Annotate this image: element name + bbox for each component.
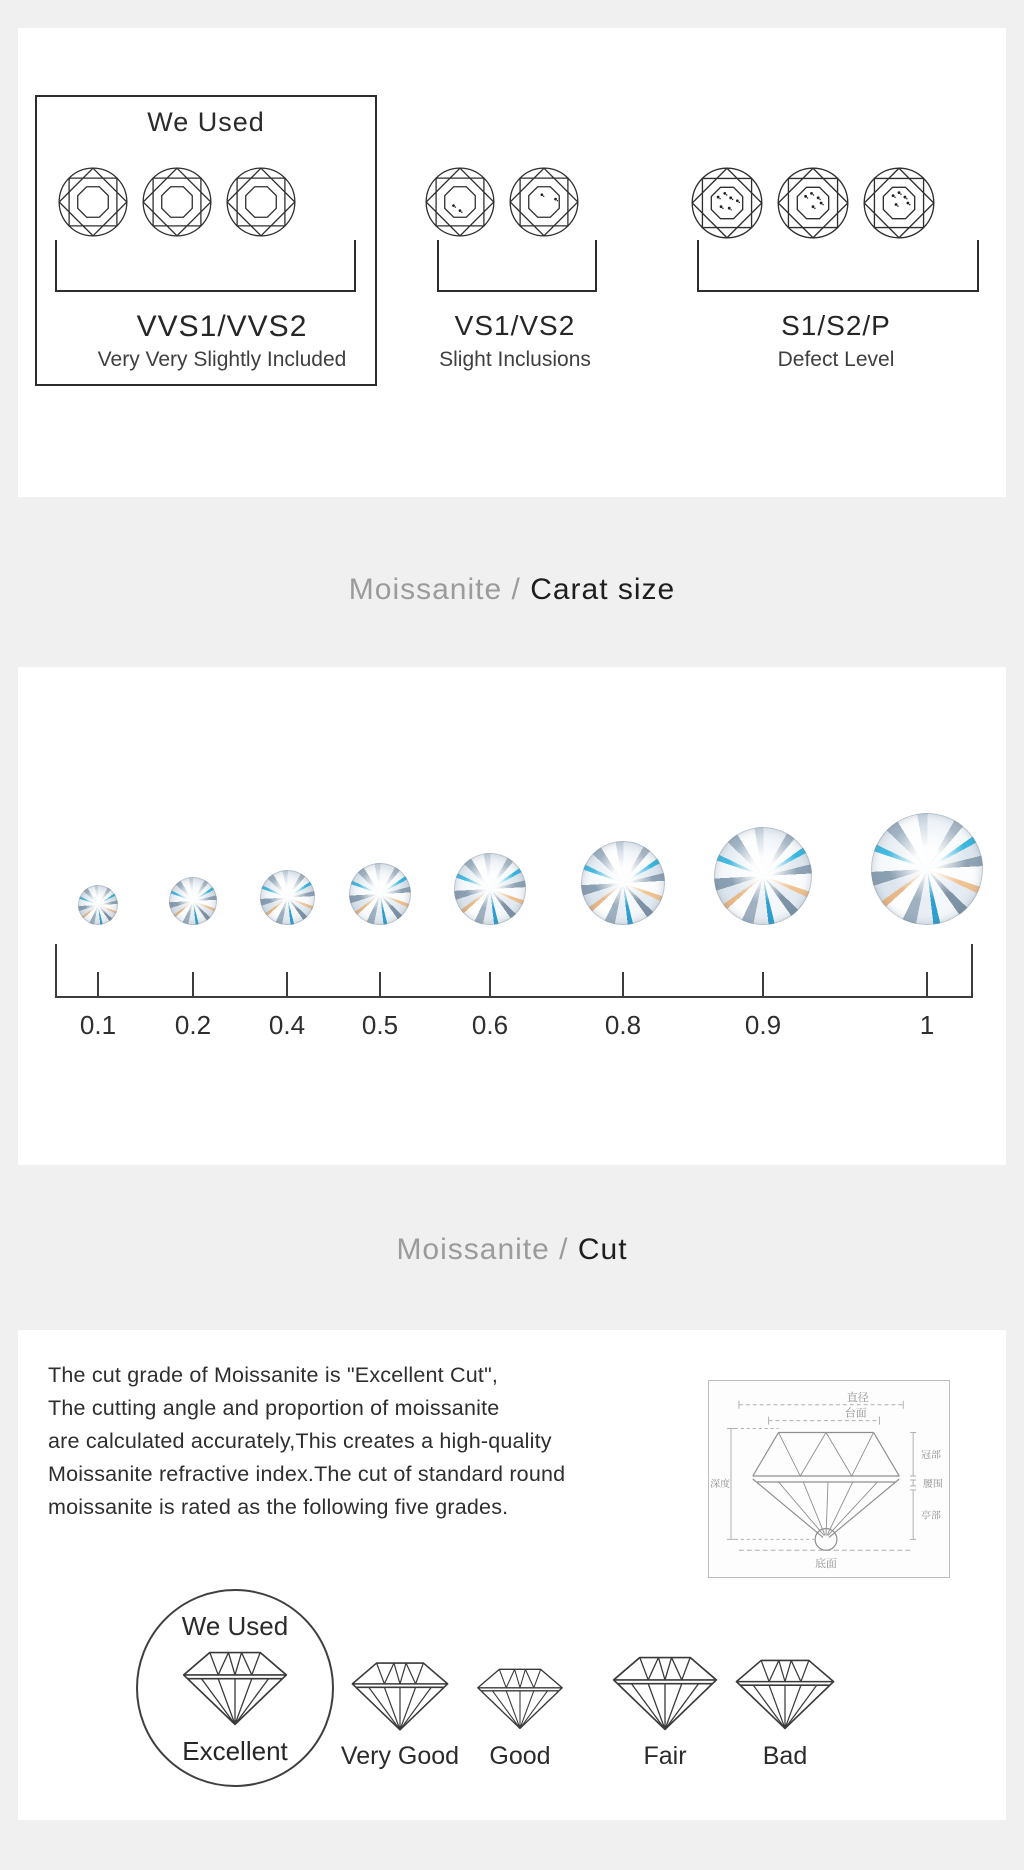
carat-value-label: 0.6: [471, 1010, 509, 1040]
heading-emphasis: Cut: [577, 1233, 628, 1266]
carat-gem-0.8: [581, 841, 665, 925]
ruler-tick: [286, 972, 288, 996]
clarity-desc-vs: Slight Inclusions: [439, 348, 591, 371]
cut-grade-label: Good: [489, 1742, 551, 1770]
cut-grade-label: Bad: [762, 1742, 808, 1770]
ruler-tick: [762, 972, 764, 996]
carat-value-label: 1: [919, 1010, 935, 1040]
diagram-label-diameter: 直径: [846, 1390, 869, 1404]
clarity-bracket-vvs: [55, 240, 356, 292]
carat-gem-0.2: [169, 877, 217, 925]
diamond-side-icon-very-good: [348, 1657, 452, 1735]
diagram-label-pavilion: 亭部: [921, 1510, 941, 1522]
ruler-tick: [622, 972, 624, 996]
inclusion-dots: [452, 204, 462, 213]
cut-paragraph-line: The cutting angle and proportion of moissanite: [48, 1396, 500, 1420]
inclusion-dots: [804, 192, 824, 209]
cut-grade-label: Excellent: [182, 1736, 288, 1766]
carat-size-panel: [18, 667, 1006, 1165]
inclusion-dots: [540, 193, 558, 201]
heading-prefix: Moissanite /: [348, 573, 521, 606]
ruler-tick: [379, 972, 381, 996]
diamond-side-icon-fair: [609, 1651, 721, 1735]
clarity-bracket-vs: [437, 240, 597, 292]
carat-value-label: 0.9: [744, 1010, 782, 1040]
clarity-desc-s: Defect Level: [777, 348, 895, 371]
clarity-gem-row-vs: [424, 166, 592, 238]
carat-value-label: 0.5: [361, 1010, 399, 1040]
cut-paragraph-line: are calculated accurately,This creates a high-quality: [48, 1429, 552, 1453]
clarity-comparison-panel: [18, 28, 1006, 497]
clarity-grade-vvs: VVS1/VVS2: [136, 310, 308, 343]
cut-section-heading: [0, 1233, 1024, 1267]
carat-ruler-line: [55, 996, 973, 998]
diamond-top-icon: [424, 166, 496, 238]
diamond-side-icon-good: [474, 1664, 566, 1733]
diamond-top-icon: [57, 166, 129, 238]
we-used-circle: [136, 1589, 334, 1787]
cut-proportion-diagram: [708, 1380, 950, 1578]
diamond-top-icon: [141, 166, 213, 238]
diagram-label-crown: 冠部: [921, 1450, 941, 1462]
clarity-bracket-s: [697, 240, 979, 292]
carat-gem-0.1: [78, 885, 118, 925]
we-used-label: We Used: [147, 107, 265, 137]
carat-value-label: 0.2: [174, 1010, 212, 1040]
carat-value-label: 0.8: [604, 1010, 642, 1040]
diamond-top-icon: [508, 166, 580, 238]
carat-gem-0.9: [714, 827, 812, 925]
ruler-tick: [97, 972, 99, 996]
carat-value-label: 0.4: [268, 1010, 306, 1040]
ruler-tick: [926, 972, 928, 996]
carat-value-label: 0.1: [79, 1010, 117, 1040]
carat-gem-1: [871, 813, 983, 925]
clarity-gem-row-s: [690, 166, 948, 238]
diagram-label-bottom: 底面: [815, 1557, 837, 1571]
clarity-desc-vvs: Very Very Slightly Included: [97, 348, 347, 371]
inclusion-dots: [892, 191, 911, 207]
diamond-top-icon: [862, 166, 936, 240]
diamond-side-icon-bad: [732, 1654, 838, 1734]
heading-prefix: Moissanite /: [396, 1233, 569, 1266]
diagram-label-depth: 深度: [710, 1478, 730, 1490]
ruler-tick: [192, 972, 194, 996]
ruler-end-tick: [55, 944, 57, 996]
carat-gem-0.4: [260, 870, 315, 925]
diamond-top-icon: [690, 166, 764, 240]
carat-gem-0.6: [454, 853, 526, 925]
we-used-label: We Used: [181, 1611, 289, 1641]
diamond-side-icon-excellent: [179, 1646, 291, 1730]
diamond-top-icon: [776, 166, 850, 240]
cut-grade-panel: [18, 1330, 1006, 1820]
diagram-label-girdle: 腰围: [923, 1478, 943, 1490]
clarity-grade-vs: VS1/VS2: [454, 310, 576, 341]
ruler-tick: [489, 972, 491, 996]
carat-section-heading: [0, 573, 1024, 607]
cut-grade-label: Very Good: [340, 1742, 460, 1770]
cut-paragraph-line: The cut grade of Moissanite is "Excellent Cut",: [48, 1363, 499, 1387]
cut-grade-label: Fair: [643, 1742, 687, 1770]
clarity-grade-s: S1/S2/P: [781, 310, 891, 341]
ruler-end-tick: [971, 944, 973, 996]
inclusion-dots: [717, 192, 740, 211]
clarity-gem-row-vvs: [57, 166, 309, 238]
cut-paragraph-line: Moissanite refractive index.The cut of standard round: [48, 1462, 566, 1486]
diagram-label-table: 台面: [844, 1406, 867, 1420]
cut-paragraph-line: moissanite is rated as the following five grades.: [48, 1495, 509, 1519]
heading-emphasis: Carat size: [530, 573, 676, 606]
carat-gem-0.5: [349, 863, 411, 925]
diamond-top-icon: [225, 166, 297, 238]
